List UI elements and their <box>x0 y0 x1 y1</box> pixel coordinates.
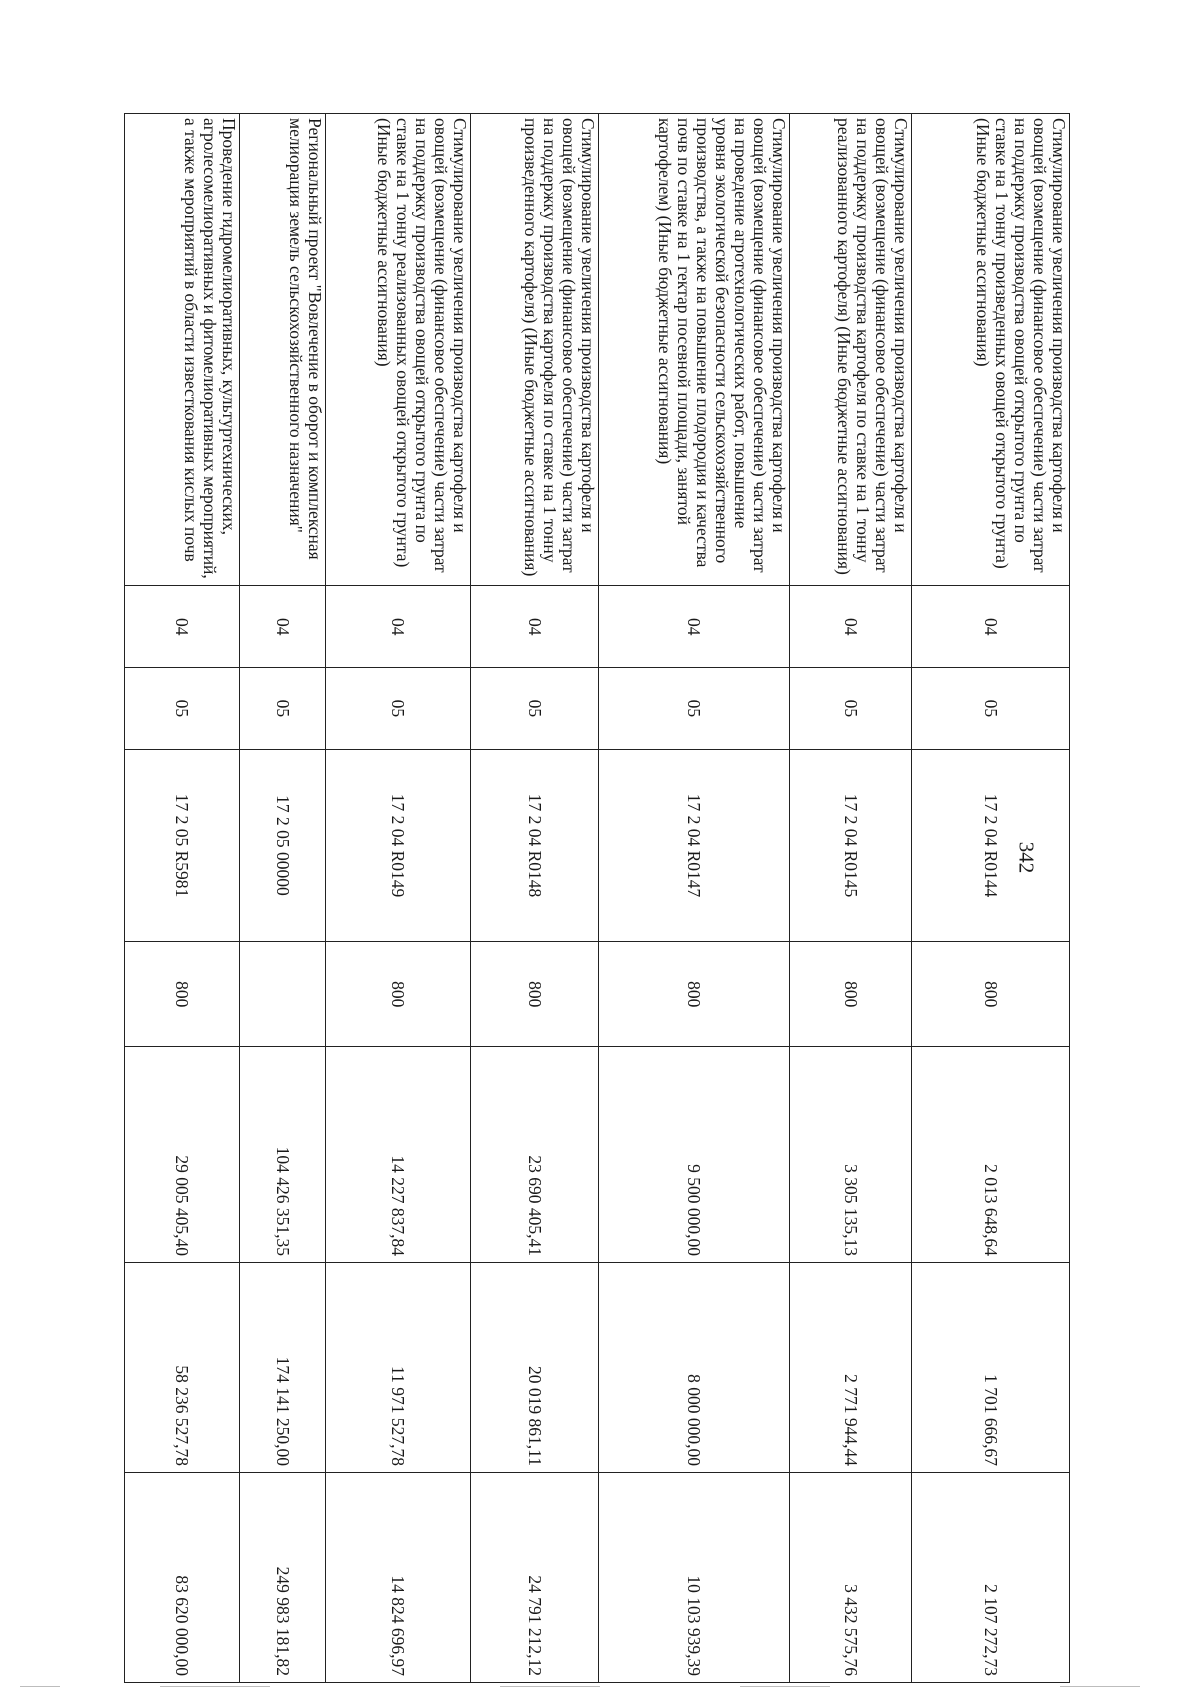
row-description: Стимулирование увеличения производства картофеля и овощей (возмещение (финансовое обеспечение) части затрат на поддержку производства картофеля по ставке на 1 тонну произведенного картофеля) (Иные бюджетные ассигнования) <box>471 114 599 586</box>
row-expense-type: 800 <box>599 942 790 1047</box>
row-amount-3: 2 107 272,73 <box>912 1472 1070 1682</box>
scan-artifact <box>20 1686 60 1687</box>
row-subsection: 05 <box>471 668 599 750</box>
row-amount-3: 10 103 939,39 <box>599 1472 790 1682</box>
row-target-article: 17 2 04 R0149 <box>326 749 471 941</box>
row-subsection: 05 <box>790 668 912 750</box>
row-amount-2: 11 971 527,78 <box>326 1263 471 1473</box>
row-amount-1: 3 305 135,13 <box>790 1047 912 1263</box>
row-amount-2: 20 019 861,11 <box>471 1263 599 1473</box>
row-section: 04 <box>326 586 471 668</box>
table-row <box>326 114 471 1683</box>
row-description: Стимулирование увеличения производства картофеля и овощей (возмещение (финансовое обеспечение) части затрат на поддержку производства овощей открытого грунта по ставке на 1 тонну произведенных овощей открытого грунта) (Иные бюджетные ассигнования) <box>912 114 1070 586</box>
row-target-article: 17 2 04 R0147 <box>599 749 790 941</box>
row-subsection: 05 <box>326 668 471 750</box>
row-amount-3: 249 983 181,82 <box>240 1472 326 1682</box>
row-amount-1: 9 500 000,00 <box>599 1047 790 1263</box>
row-amount-2: 58 236 527,78 <box>125 1263 240 1473</box>
table-row <box>471 114 599 1683</box>
row-amount-3: 14 824 696,97 <box>326 1472 471 1682</box>
scan-artifact <box>1060 1686 1140 1687</box>
row-section: 04 <box>790 586 912 668</box>
budget-table-rotated <box>125 113 1070 1683</box>
page-number: 342 <box>1014 841 1039 874</box>
row-amount-1: 2 013 648,64 <box>912 1047 1070 1263</box>
row-amount-3: 83 620 000,00 <box>125 1472 240 1682</box>
row-amount-1: 104 426 351,35 <box>240 1047 326 1263</box>
row-expense-type: 800 <box>912 942 1070 1047</box>
row-amount-3: 3 432 575,76 <box>790 1472 912 1682</box>
scan-artifact <box>740 1686 830 1687</box>
row-expense-type: 800 <box>125 942 240 1047</box>
row-section: 04 <box>471 586 599 668</box>
row-expense-type: 800 <box>790 942 912 1047</box>
row-expense-type <box>240 942 326 1047</box>
row-expense-type: 800 <box>471 942 599 1047</box>
row-amount-2: 174 141 250,00 <box>240 1263 326 1473</box>
row-amount-1: 23 690 405,41 <box>471 1047 599 1263</box>
row-amount-1: 14 227 837,84 <box>326 1047 471 1263</box>
row-amount-3: 24 791 212,12 <box>471 1472 599 1682</box>
row-expense-type: 800 <box>326 942 471 1047</box>
row-section: 04 <box>599 586 790 668</box>
row-subsection: 05 <box>240 668 326 750</box>
row-target-article: 17 2 04 R0148 <box>471 749 599 941</box>
row-amount-2: 2 771 944,44 <box>790 1263 912 1473</box>
row-target-article: 17 2 04 R0144 <box>912 749 1070 941</box>
row-description: Стимулирование увеличения производства картофеля и овощей (возмещение (финансовое обеспечение) части затрат на проведение агротехнологических работ, повышение уровня экологической безопасности сельскохозяйственного производства, а также на повышение плодородия и качества почв по ставке на 1 гектар посевной площади, занятой картофелем) (Иные бюджетные ассигнования) <box>599 114 790 586</box>
row-target-article: 17 2 05 00000 <box>240 749 326 941</box>
budget-table-container <box>125 113 1070 1683</box>
table-row <box>912 114 1070 1683</box>
row-amount-2: 8 000 000,00 <box>599 1263 790 1473</box>
row-subsection: 05 <box>912 668 1070 750</box>
scan-artifact <box>160 1686 270 1687</box>
row-target-article: 17 2 05 R5981 <box>125 749 240 941</box>
row-description: Региональный проект "Вовлечение в оборот и комплексная мелиорация земель сельскохозяйственного назначения" <box>240 114 326 586</box>
budget-table <box>124 113 1070 1683</box>
row-section: 04 <box>125 586 240 668</box>
row-description: Стимулирование увеличения производства картофеля и овощей (возмещение (финансовое обеспечение) части затрат на поддержку производства овощей открытого грунта по ставке на 1 тонну реализованных овощей открытого грунта) (Иные бюджетные ассигнования) <box>326 114 471 586</box>
row-description: Проведение гидромелиоративных, культуртехнических, агролесомелиоративных и фитомелиоративных мероприятий, а также мероприятий в области известкования кислых почв <box>125 114 240 586</box>
row-target-article: 17 2 04 R0145 <box>790 749 912 941</box>
scan-artifact <box>500 1686 600 1687</box>
row-section: 04 <box>240 586 326 668</box>
row-amount-1: 29 005 405,40 <box>125 1047 240 1263</box>
table-row <box>240 114 326 1683</box>
row-amount-2: 1 701 666,67 <box>912 1263 1070 1473</box>
table-row <box>790 114 912 1683</box>
row-subsection: 05 <box>599 668 790 750</box>
row-section: 04 <box>912 586 1070 668</box>
table-row <box>599 114 790 1683</box>
row-description: Стимулирование увеличения производства картофеля и овощей (возмещение (финансовое обеспечение) части затрат на поддержку производства картофеля по ставке на 1 тонну реализованного картофеля) (Иные бюджетные ассигнования) <box>790 114 912 586</box>
table-row <box>125 114 240 1683</box>
row-subsection: 05 <box>125 668 240 750</box>
